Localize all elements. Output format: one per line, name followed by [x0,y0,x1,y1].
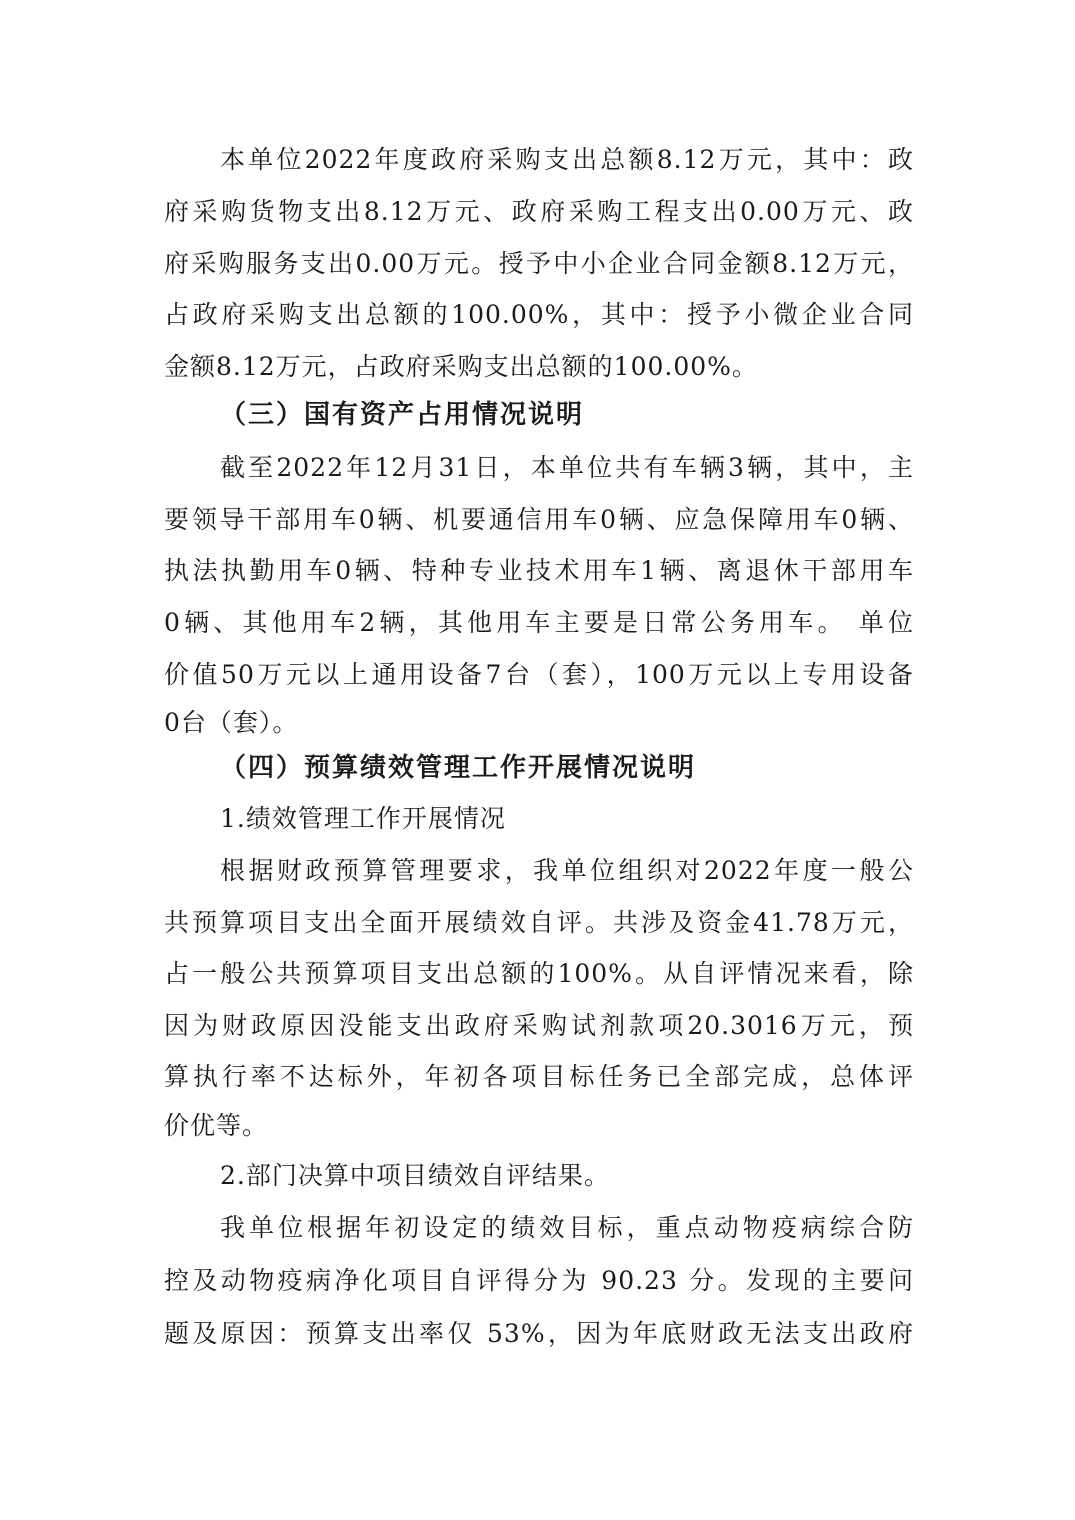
paragraph-line: 0辆、其他用车2辆，其他用车主要是日常公务用车。 单位 [164,608,914,637]
section-heading-performance: （四）预算绩效管理工作开展情况说明 [220,753,697,783]
paragraph-line: 府采购货物支出8.12万元、政府采购工程支出0.00万元、政 [164,197,914,226]
paragraph-line: 价优等。 [164,1111,269,1140]
subheading-line: 2.部门决算中项目绩效自评结果。 [220,1161,610,1190]
paragraph-line: 算执行率不达标外，年初各项目标任务已全部完成，总体评 [164,1062,914,1091]
paragraph-line: 要领导干部用车0辆、机要通信用车0辆、应急保障用车0辆、 [164,505,914,534]
paragraph-line: 本单位2022年度政府采购支出总额8.12万元，其中：政 [220,145,914,174]
paragraph-line: 占政府采购支出总额的100.00%，其中：授予小微企业合同 [164,300,914,329]
section-heading-assets: （三）国有资产占用情况说明 [220,400,585,430]
paragraph-line: 题及原因：预算支出率仅 53%，因为年底财政无法支出政府 [164,1319,914,1348]
paragraph-line: 我单位根据年初设定的绩效目标，重点动物疫病综合防 [220,1213,914,1242]
paragraph-line: 0台（套）。 [164,708,299,737]
paragraph-line: 价值50万元以上通用设备7台（套），100万元以上专用设备 [164,660,914,689]
paragraph-line: 共预算项目支出全面开展绩效自评。共涉及资金41.78万元， [164,908,914,937]
paragraph-line: 占一般公共预算项目支出总额的100%。从自评情况来看，除 [164,959,914,988]
paragraph-line: 执法执勤用车0辆、特种专业技术用车1辆、离退休干部用车 [164,556,914,585]
paragraph-line: 截至2022年12月31日，本单位共有车辆3辆，其中，主 [220,453,914,482]
paragraph-line: 金额8.12万元，占政府采购支出总额的100.00%。 [164,352,758,381]
paragraph-line: 控及动物疫病净化项目自评得分为 90.23 分。发现的主要问 [164,1266,914,1295]
paragraph-line: 根据财政预算管理要求，我单位组织对2022年度一般公 [220,856,914,885]
subheading-line: 1.绩效管理工作开展情况 [220,804,506,833]
paragraph-line: 因为财政原因没能支出政府采购试剂款项20.3016万元，预 [164,1011,914,1040]
paragraph-line: 府采购服务支出0.00万元。授予中小企业合同金额8.12万元， [164,249,914,278]
